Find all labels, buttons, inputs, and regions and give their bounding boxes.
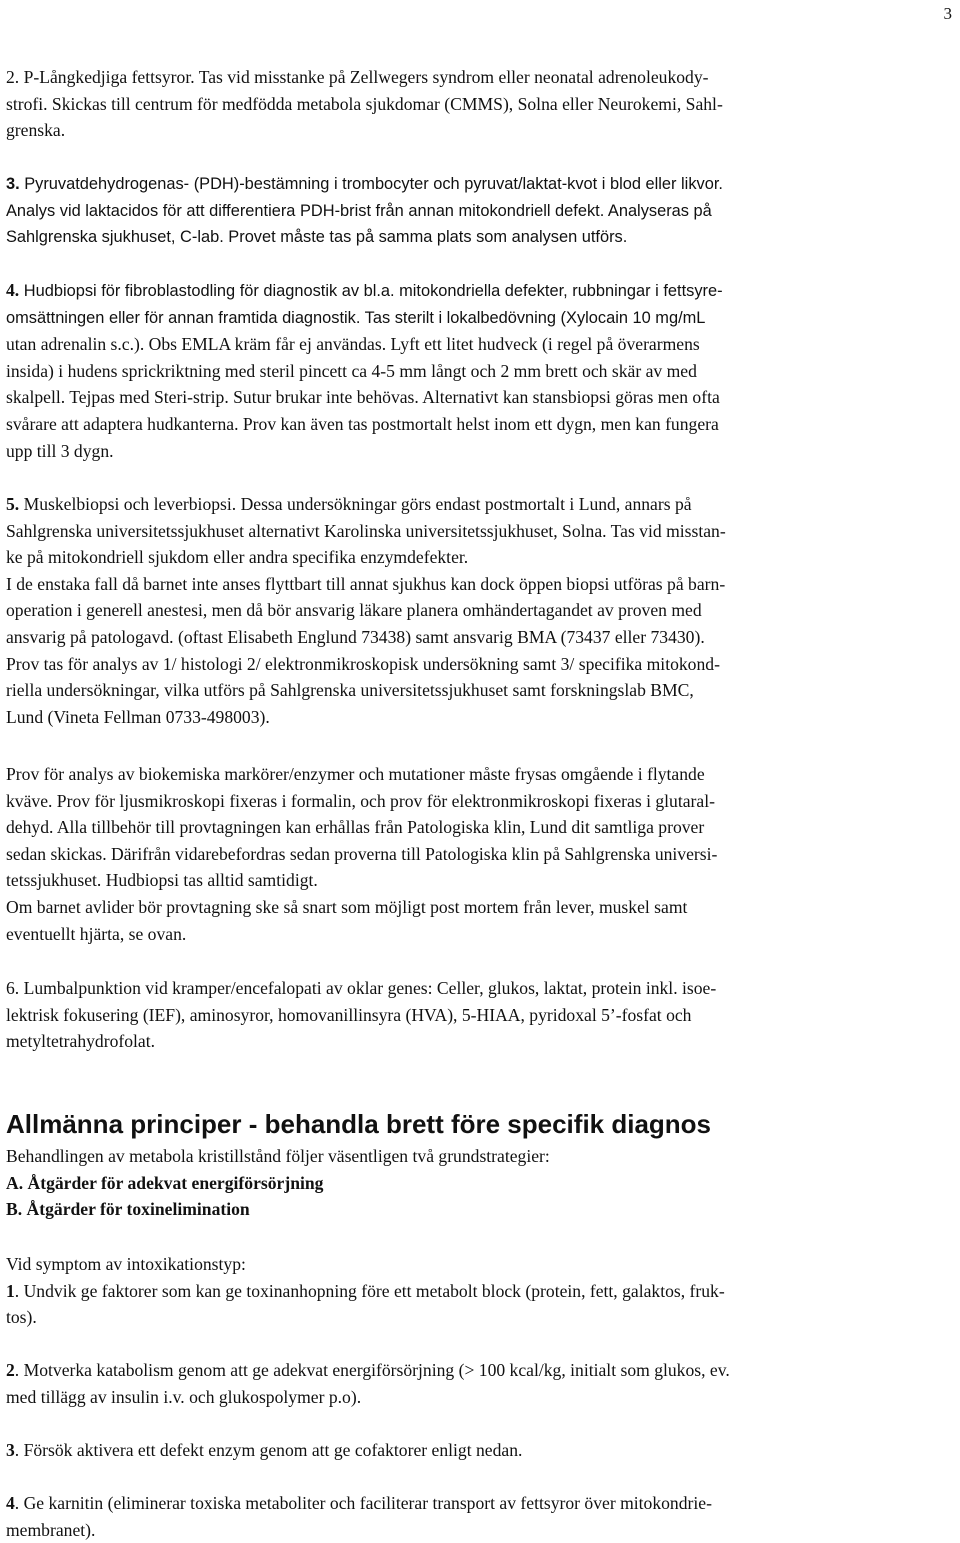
text-line: I de enstaka fall då barnet inte anses flyttbart till annat sjukhus kan dock öppen biopsi utföras på barn- bbox=[6, 573, 726, 594]
intoxication-steps bbox=[6, 1251, 952, 1331]
principles-intro: Behandlingen av metabola kristillstånd följer väsentligen två grundstrategier: bbox=[6, 1146, 550, 1166]
item-number: 2. bbox=[6, 67, 20, 87]
text-line: insida) i hudens sprickriktning med steril pincett ca 4-5 mm långt och 2 mm brett och skär av med bbox=[6, 360, 697, 381]
text-line: strofi. Skickas till centrum för medfödda metabola sjukdomar (CMMS), Solna eller Neurokemi, Sahl- bbox=[6, 93, 723, 114]
step-number: 4 bbox=[6, 1493, 15, 1513]
section-5-muscle-liver-biopsy bbox=[6, 491, 952, 730]
section-6-lumbar-puncture bbox=[6, 975, 952, 1055]
text-line: Prov för analys av biokemiska markörer/enzymer och mutationer måste frysas omgående i flytande bbox=[6, 764, 705, 784]
section-4-skin-biopsy bbox=[6, 277, 952, 464]
section-heading: Allmänna principer - behandla brett före specifik diagnos bbox=[6, 1109, 712, 1139]
step-2-block bbox=[6, 1357, 952, 1410]
text-line: kväve. Prov för ljusmikroskopi fixeras i formalin, och prov för elektronmikroskopi fixeras i glutaral- bbox=[6, 790, 715, 811]
step-number: 3 bbox=[6, 1440, 15, 1460]
text-line: eventuellt hjärta, se ovan. bbox=[6, 923, 187, 944]
section-2-long-chain-fatty-acids bbox=[6, 64, 952, 144]
text-line: ke på mitokondriell sjukdom eller andra specifika enzymdefekter. bbox=[6, 547, 469, 568]
step-1: 1. Undvik ge faktorer som kan ge toxinanhopning före ett metabolt block (protein, fett, galaktos, fruk- bbox=[6, 1280, 725, 1301]
item-number: 4. bbox=[6, 280, 20, 300]
text-line: membranet). bbox=[6, 1519, 96, 1540]
text-line: upp till 3 dygn. bbox=[6, 440, 114, 461]
text-line: tos). bbox=[6, 1307, 37, 1328]
sample-handling-paragraph bbox=[6, 761, 952, 947]
text-line: skalpell. Tejpas med Steri-strip. Sutur brukar inte behövas. Alternativt kan stansbiopsi göras men ofta bbox=[6, 387, 720, 408]
text-line: dehyd. Alla tillbehör till provtagningen kan erhållas från Patologiska klin, Lund dit samtliga prover bbox=[6, 817, 705, 838]
text-line: ansvarig på patologavd. (oftast Elisabeth Englund 73438) samt ansvarig BMA (73437 eller 73430). bbox=[6, 626, 705, 647]
text-line: 3. Pyruvatdehydrogenas- (PDH)-bestämning i trombocyter och pyruvat/laktat-kvot i blod eller likvor. bbox=[6, 175, 723, 193]
text-line: tetssjukhuset. Hudbiopsi tas alltid samtidigt. bbox=[6, 870, 318, 891]
text-line: 4. Hudbiopsi för fibroblastodling för diagnostik av bl.a. mitokondriella defekter, rubbningar i fettsyre- bbox=[6, 280, 723, 300]
step-4-block bbox=[6, 1490, 952, 1543]
text-line: med tillägg av insulin i.v. och glukospolymer p.o). bbox=[6, 1386, 362, 1407]
step-3-block bbox=[6, 1437, 952, 1464]
text-line: grenska. bbox=[6, 120, 66, 141]
text-line: metyltetrahydrofolat. bbox=[6, 1031, 156, 1052]
text-line: sedan skickas. Därifrån vidarebefordras sedan proverna till Patologiska klin på Sahlgrenska universi- bbox=[6, 843, 718, 864]
step-number: 1 bbox=[6, 1280, 15, 1301]
text-line: Prov tas för analys av 1/ histologi 2/ elektronmikroskopisk undersökning samt 3/ specifika mitokond- bbox=[6, 653, 720, 674]
text-line: utan adrenalin s.c.). Obs EMLA kräm får ej användas. Lyft ett litet hudveck (i regel på överarmens bbox=[6, 334, 700, 355]
text-line: 6. Lumbalpunktion vid kramper/encefalopati av oklar genes: Celler, glukos, laktat, protein inkl. isoe- bbox=[6, 978, 717, 998]
section-3-pdh bbox=[6, 171, 952, 251]
text-line: 2. P-Långkedjiga fettsyror. Tas vid misstanke på Zellwegers syndrom eller neonatal adrenoleukody- bbox=[6, 67, 709, 87]
step-3: 3. Försök aktivera ett defekt enzym genom att ge cofaktorer enligt nedan. bbox=[6, 1440, 523, 1460]
text-line: Sahlgrenska sjukhuset, C-lab. Provet måste tas på samma plats som analysen utförs. bbox=[6, 228, 628, 247]
text-line: Om barnet avlider bör provtagning ske så snart som möjligt post mortem från lever, muskel samt bbox=[6, 896, 688, 917]
text-line: 5. Muskelbiopsi och leverbiopsi. Dessa undersökningar görs endast postmortalt i Lund, annars på bbox=[6, 494, 692, 514]
principles-block bbox=[6, 1143, 952, 1223]
strategy-b: B. Åtgärder för toxinelimination bbox=[6, 1199, 250, 1220]
text-line: operation i generell anestesi, men då bör ansvarig läkare planera omhändertagandet av proven med bbox=[6, 600, 702, 621]
text-line: svårare att adaptera hudkanterna. Prov kan även tas postmortalt helst inom ett dygn, men kan fungera bbox=[6, 413, 719, 434]
strategy-a: A. Åtgärder för adekvat energiförsörjning bbox=[6, 1172, 324, 1193]
page-number: 3 bbox=[943, 4, 952, 23]
symptom-intro: Vid symptom av intoxikationstyp: bbox=[6, 1254, 246, 1274]
text-line: Sahlgrenska universitetssjukhuset alternativt Karolinska universitetssjukhuset, Solna. Tas vid misstan- bbox=[6, 520, 726, 541]
text-line: Analys vid laktacidos för att differentiera PDH-brist från annan mitokondriell defekt. Analyseras på bbox=[6, 201, 712, 220]
text-line: Lund (Vineta Fellman 0733-498003). bbox=[6, 706, 270, 727]
step-2: 2. Motverka katabolism genom att ge adekvat energiförsörjning (> 100 kcal/kg, initialt som glukos, ev. bbox=[6, 1360, 730, 1380]
step-4: 4. Ge karnitin (eliminerar toxiska metaboliter och faciliterar transport av fettsyror över mitokondrie- bbox=[6, 1493, 712, 1513]
step-number: 2 bbox=[6, 1360, 15, 1380]
text-line: omsättningen eller för annan framtida diagnostik. Tas sterilt i lokalbedövning (Xylocain 10 mg/mL bbox=[6, 308, 706, 327]
item-number: 3. bbox=[6, 175, 20, 193]
text-line: lektrisk fokusering (IEF), aminosyror, homovanillinsyra (HVA), 5-HIAA, pyridoxal 5’-fosfat och bbox=[6, 1004, 692, 1025]
text-line: riella undersökningar, vilka utförs på Sahlgrenska universitetssjukhuset samt forskningslab BMC, bbox=[6, 680, 694, 701]
item-number: 5. bbox=[6, 494, 20, 514]
